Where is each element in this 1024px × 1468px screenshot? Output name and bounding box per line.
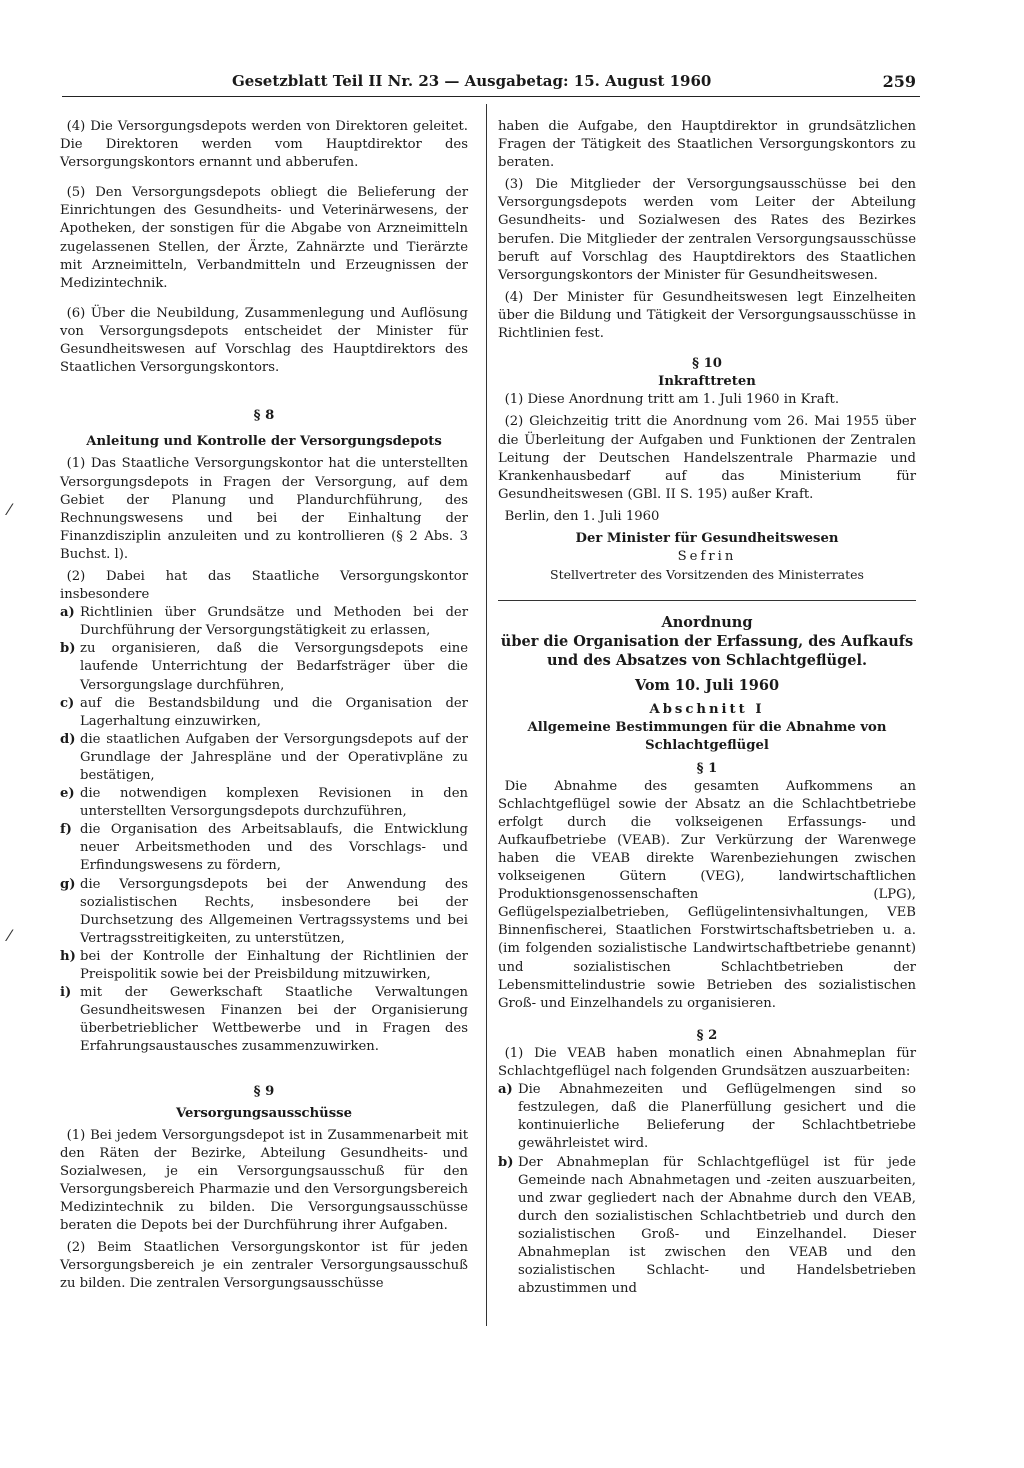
- header-title: Gesetzblatt Teil II Nr. 23 — Ausgabetag: 15. August 1960: [232, 72, 712, 90]
- list-label: a): [498, 1082, 513, 1098]
- paragraph: (5) Den Versorgungsdepots obliegt die Belieferung der Einrichtungen des Gesundheits- und Veterinärwesens, der Apotheken, der sonstigen für die Abgabe von Arzneimitteln zugelassenen Stellen, der Ärzte, Zahnärzte und Tierärzte mit Arzneimitteln, Verbandmitteln und Erzeugnissen der Medizintechnik.: [60, 185, 468, 291]
- divider: [498, 600, 916, 601]
- section-title: Inkrafttreten: [658, 374, 756, 390]
- ordinance-title: Anordnung: [661, 614, 753, 632]
- list-text: Die Abnahmezeiten und Geflügelmengen sind so festzulegen, daß die Planerfüllung gesichert und die kontinuierliche Belieferung der Schlachtbetriebe gewährleistet wird.: [518, 1082, 916, 1152]
- signature-name: Sefrin: [677, 549, 737, 565]
- paragraph: haben die Aufgabe, den Hauptdirektor in grundsätzlichen Fragen der Tätigkeit des Staatlichen Versorgungskontors zu beraten.: [498, 119, 916, 171]
- paragraph: (3) Die Mitglieder der Versorgungsausschüsse bei den Versorgungsdepots werden vom Leiter der Abteilung Gesundheits- und Sozialwesen des Rates des Bezirkes berufen. Die Mitglieder der zentralen Versorgungsausschüsse beruft auf Vorschlag des Hauptdirektors des Staatlichen Versorgungskontors der Minister für Gesundheitswesen.: [498, 177, 916, 283]
- margin-tick-mark: ⁄: [8, 500, 11, 519]
- list-item: [60, 640, 468, 694]
- list-label: g): [60, 876, 76, 892]
- list-text: mit der Gewerkschaft Staatliche Verwaltungen Gesundheitswesen Finanzen bei der Organisierung überbetrieblicher Wettbewerbe und in Fragen des Erfahrungsaustausches zusammenzuwirken.: [80, 985, 468, 1055]
- paragraph: Die Abnahme des gesamten Aufkommens an Schlachtgeflügel sowie der Absatz an die Schlachtbetriebe erfolgt durch die volkseigenen Erfassungs- und Aufkaufbetriebe (VEAB). Zur Verkürzung der Warenwege haben die VEAB direkte Warenbeziehungen zwischen volkseigenen Gütern (VEG), landwirtschaftlichen Produktionsgenossenschaften (LPG), Geflügelspezialbetrieben, Geflügelintensivhaltungen, VEB Binnenfischerei, Staatlichen Forstwirtschaftsbetrieben u. a. (im folgenden sozialistische Landwirtschaftbetriebe genannt) und sozialistischen Schlachtbetrieben der Lebensmittelindustrie sowie Betrieben des sozialistischen Groß- und Einzelhandels zu organisieren.: [498, 778, 916, 1011]
- paragraph: (4) Der Minister für Gesundheitswesen legt Einzelheiten über die Bildung und Tätigkeit der Versorgungsausschüsse in Richtlinien fest.: [498, 289, 916, 342]
- list-text: die Organisation des Arbeitsablaufs, die Entwicklung neuer Arbeitsmethoden und des Vorschlags- und Erfindungswesens zu fördern,: [80, 822, 468, 874]
- list-item: [60, 785, 468, 821]
- list-text: Der Abnahmeplan für Schlachtgeflügel ist für jede Gemeinde nach Abnahmetagen und -zeiten auszuarbeiten, und zwar gegliedert nach der Abnahme durch den VEAB, durch den sozialistischen Schlachtbetrieb und durch den sozialistischen Groß- und Einzelhandel. Dieser Abnahmeplan ist zwischen den VEAB und den sozialistischen Schlacht- und Handelsbetrieben abzustimmen und: [518, 1154, 916, 1297]
- list-text: auf die Bestandsbildung und die Organisation der Lagerhaltung einzuwirken,: [80, 695, 468, 729]
- list-item: [60, 984, 468, 1056]
- list-text: bei der Kontrolle der Einhaltung der Richtlinien der Preispolitik sowie bei der Preisbildung mitzuwirken,: [80, 948, 468, 983]
- paragraph: (2) Gleichzeitig tritt die Anordnung vom 26. Mai 1955 über die Überleitung der Aufgaben und Funktionen der Zentralen Leitung der Deutschen Handelszentrale Pharmazie und Krankenhausbedarf auf das Ministerium für Gesundheitswesen (GBl. II S. 195) außer Kraft.: [498, 414, 916, 502]
- left-column: [60, 118, 468, 1294]
- paragraph: (2) Beim Staatlichen Versorgungskontor ist für jeden Versorgungsbereich je ein zentraler Versorgungsausschuß zu bilden. Die zentralen Versorgungsausschüsse: [60, 1240, 468, 1292]
- list-text: zu organisieren, daß die Versorgungsdepots eine laufende Unterrichtung der Bedarfsträger über die Versorgungslage durchführen,: [80, 641, 468, 693]
- list-label: a): [60, 605, 75, 621]
- paragraph: (1) Bei jedem Versorgungsdepot ist in Zusammenarbeit mit den Räten der Bezirke, Abteilung Gesundheits- und Sozialwesen, je ein Versorgungsausschuß für den Versorgungsbereich Pharmazie und den Versorgungsbereich Medizintechnik zu bilden. Die Versorgungsausschüsse beraten die Depots bei der Durchführung ihrer Aufgaben.: [60, 1127, 468, 1234]
- section-number: § 8: [253, 408, 275, 424]
- paragraph: (1) Das Staatliche Versorgungskontor hat die unterstellten Versorgungsdepots in Fragen der Versorgung, auf dem Gebiet der Planung und Plandurchführung, des Rechnungswesens und bei der Einhaltung der Finanzdisziplin anzuleiten und zu kontrollieren (§ 2 Abs. 3 Buchst. l).: [60, 456, 468, 562]
- paragraph: (1) Diese Anordnung tritt am 1. Juli 1960 in Kraft.: [504, 392, 840, 408]
- list-label: d): [60, 731, 76, 747]
- ordinance-subtitle: über die Organisation der Erfassung, des Aufkaufs und des Absatzes von Schlachtgeflügel.: [500, 633, 914, 670]
- list-text: die Versorgungsdepots bei der Anwendung des sozialistischen Rechts, insbesondere bei der Durchsetzung des Allgemeinen Vertragssystems und bei Vertragsstreitigkeiten, zu unterstützen,: [80, 876, 468, 946]
- paragraph: (1) Die VEAB haben monatlich einen Abnahmeplan für Schlachtgeflügel nach folgenden Grundsätzen auszuarbeiten:: [498, 1045, 916, 1080]
- margin-tick-mark: ⁄: [8, 926, 11, 945]
- signature-title: Der Minister für Gesundheitswesen: [575, 530, 839, 546]
- section-title: Versorgungsausschüsse: [176, 1105, 352, 1121]
- list-item: [60, 731, 468, 785]
- page-header: [62, 72, 920, 97]
- list-item: [498, 1154, 916, 1299]
- paragraph: (4) Die Versorgungsdepots werden von Direktoren geleitet. Die Direktoren werden vom Hauptdirektor des Versorgungskontors ernannt und abberufen.: [60, 119, 468, 171]
- list-label: b): [60, 641, 76, 657]
- paragraph: (2) Dabei hat das Staatliche Versorgungskontor insbesondere: [60, 568, 468, 603]
- page-number: 259: [882, 72, 916, 91]
- section-title: Anleitung und Kontrolle der Versorgungsdepots: [86, 434, 442, 450]
- list-item: [60, 948, 468, 984]
- list-item: [60, 695, 468, 731]
- right-column: [498, 118, 916, 1298]
- paragraph: (6) Über die Neubildung, Zusammenlegung und Auflösung von Versorgungsdepots entscheidet der Minister für Gesundheitswesen auf Vorschlag des Hauptdirektors des Staatlichen Versorgungskontors.: [60, 305, 468, 376]
- place-date: Berlin, den 1. Juli 1960: [504, 508, 660, 524]
- list-label: e): [60, 786, 75, 802]
- section-number: § 10: [692, 356, 722, 372]
- list-label: b): [498, 1154, 514, 1170]
- signature-role: Stellvertreter des Vorsitzenden des Ministerrates: [550, 567, 864, 583]
- list-text: die staatlichen Aufgaben der Versorgungsdepots auf der Grundlage der Jahrespläne und der Operativpläne zu bestätigen,: [80, 731, 468, 783]
- list-label: h): [60, 948, 76, 964]
- section-number: § 9: [253, 1083, 275, 1099]
- ordinance-date: Vom 10. Juli 1960: [634, 677, 780, 695]
- list-text: Richtlinien über Grundsätze und Methoden bei der Durchführung der Versorgungstätigkeit zu erlassen,: [80, 605, 468, 639]
- list-item: [60, 604, 468, 640]
- list-text: die notwendigen komplexen Revisionen in den unterstellten Versorgungsdepots durchzuführen,: [80, 786, 468, 820]
- section-number: § 1: [696, 760, 718, 776]
- list-label: i): [60, 985, 72, 1001]
- list-item: [60, 821, 468, 875]
- section-number: § 2: [696, 1027, 718, 1043]
- list-item: [498, 1081, 916, 1153]
- list-item: [60, 876, 468, 948]
- list-label: c): [60, 695, 75, 711]
- chapter-title: Allgemeine Bestimmungen für die Abnahme von Schlachtgeflügel: [527, 720, 887, 754]
- list-label: f): [60, 822, 72, 838]
- chapter-heading: Abschnitt I: [649, 702, 765, 718]
